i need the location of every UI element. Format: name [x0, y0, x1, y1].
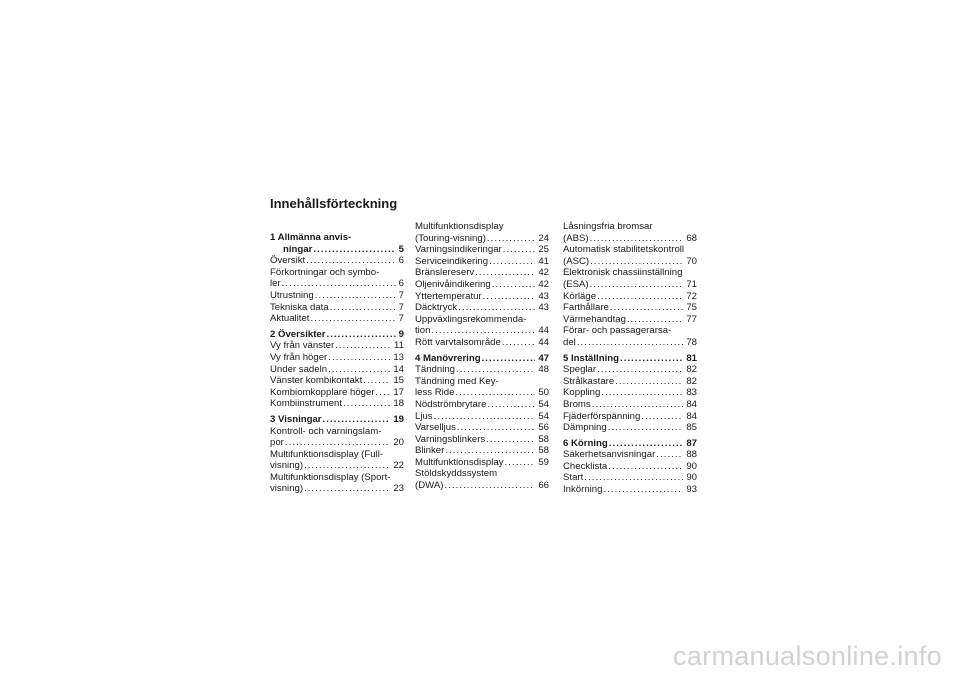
- toc-entry-title: Strålkastare: [563, 375, 615, 387]
- toc-entry-title-line: Låsningsfria bromsar: [563, 221, 653, 232]
- toc-page-number: 93: [686, 484, 697, 496]
- toc-page-number: 9: [398, 328, 404, 340]
- toc-page-number: 7: [398, 301, 404, 313]
- toc-entry-title: por: [270, 437, 284, 449]
- toc-section-heading: [563, 438, 697, 450]
- dot-leader: [584, 472, 683, 484]
- dot-leader: [285, 437, 390, 449]
- dot-leader: [376, 387, 391, 399]
- dot-leader: [455, 387, 535, 399]
- toc-entry: [415, 434, 549, 446]
- toc-entry-title: less Ride: [415, 387, 455, 399]
- toc-entry-title: Varselljus: [415, 422, 456, 434]
- toc-entry-title-line: Automatisk stabilitetskontroll: [563, 244, 685, 256]
- toc-entry: [270, 364, 404, 376]
- dot-leader: [445, 445, 535, 457]
- dot-leader: [590, 279, 684, 291]
- dot-leader: [603, 484, 683, 496]
- toc-page-number: 18: [393, 398, 404, 410]
- toc-entry-title: Koppling: [563, 387, 601, 399]
- toc-page-number: 75: [686, 302, 697, 314]
- toc-entry: [270, 290, 404, 302]
- toc-entry: [415, 337, 549, 349]
- toc-entry-title-line: Elektronisk chassiinställning: [563, 267, 683, 279]
- toc-entry: [415, 364, 549, 376]
- dot-leader: [306, 255, 395, 267]
- toc-entry-title: 4 Manövrering: [415, 352, 481, 364]
- toc-page-number: 19: [393, 413, 404, 425]
- toc-entry-title: Blinker: [415, 445, 445, 457]
- dot-leader: [483, 291, 536, 303]
- dot-leader: [609, 438, 684, 450]
- toc-entry-title-line: Kontroll- och varningslam-: [270, 425, 382, 437]
- toc-entry: [563, 376, 697, 388]
- toc-entry: [270, 255, 404, 267]
- dot-leader: [503, 244, 536, 256]
- toc-page-number: 42: [538, 278, 549, 290]
- dot-leader: [304, 483, 390, 495]
- toc-page-number: 42: [538, 267, 549, 279]
- toc-entry: [270, 472, 404, 495]
- toc-page-number: 81: [686, 352, 697, 364]
- toc-entry-title: (ABS): [563, 232, 589, 244]
- toc-entry: [415, 422, 549, 434]
- toc-entry-title: Serviceindikering: [415, 255, 489, 267]
- toc-entry: [563, 484, 697, 496]
- toc-entry: [270, 302, 404, 314]
- toc-entry: [563, 461, 697, 473]
- toc-page-number: 13: [393, 351, 404, 363]
- toc-entry-title: Multifunktionsdisplay: [415, 456, 504, 468]
- toc-entry-title: tion: [415, 325, 431, 337]
- toc-entry: [563, 411, 697, 423]
- toc-entry: [563, 387, 697, 399]
- toc-entry-title: del: [563, 336, 576, 348]
- toc-entry: [415, 411, 549, 423]
- dot-leader: [458, 302, 535, 314]
- toc-page-number: 56: [538, 422, 549, 434]
- toc-entry-title-line: Multifunktionsdisplay (Full-: [270, 448, 384, 460]
- toc-page-number: 44: [538, 336, 549, 348]
- toc-entry: [415, 457, 549, 469]
- toc-page-number: 83: [686, 387, 697, 399]
- toc-entry: [270, 449, 404, 472]
- toc-page-number: 68: [686, 232, 697, 244]
- toc-page-number: 7: [398, 313, 404, 325]
- dot-leader: [328, 364, 390, 376]
- dot-leader: [328, 352, 390, 364]
- toc-page-number: 58: [538, 433, 549, 445]
- toc-entry: [563, 472, 697, 484]
- dot-leader: [641, 411, 683, 423]
- toc-page-number: 84: [686, 398, 697, 410]
- toc-entry: [563, 399, 697, 411]
- toc-entry-title: (ESA): [563, 278, 589, 290]
- toc-entry-title: Speglar: [563, 364, 597, 376]
- dot-leader: [444, 480, 535, 492]
- dot-leader: [608, 461, 683, 473]
- toc-page-number: 20: [393, 437, 404, 449]
- toc-entry-title: ningar: [283, 243, 313, 255]
- toc-entry: [415, 468, 549, 491]
- toc-entry: [563, 314, 697, 326]
- dot-leader: [577, 337, 684, 349]
- toc-entry-title-line: 1 Allmänna anvis-: [270, 232, 352, 243]
- toc-page-number: 50: [538, 387, 549, 399]
- toc-entry: [563, 422, 697, 434]
- toc-entry-title: Dämpning: [563, 422, 607, 434]
- dot-leader: [505, 457, 536, 469]
- toc-entry-title: Varningsindikeringar: [415, 244, 502, 256]
- toc-entry: [563, 325, 697, 348]
- toc-entry-title: Vy från vänster: [270, 340, 335, 352]
- toc-page-number: 43: [538, 302, 549, 314]
- toc-entry-title: Start: [563, 472, 584, 484]
- toc-entry: [415, 267, 549, 279]
- toc-entry-title: 6 Körning: [563, 437, 608, 449]
- toc-entry-title: (DWA): [415, 480, 444, 492]
- toc-entry-title-line: Multifunktionsdisplay: [415, 221, 504, 232]
- toc-page-number: 87: [686, 437, 697, 449]
- dot-leader: [502, 337, 535, 349]
- toc-entry-title: Kombiinstrument: [270, 398, 342, 410]
- dot-leader: [620, 353, 683, 365]
- toc-entry: [270, 267, 404, 290]
- watermark-text[interactable]: carmanualsonline.info: [673, 641, 942, 671]
- dot-leader: [592, 399, 684, 411]
- dot-leader: [456, 364, 535, 376]
- toc-column-3: [563, 221, 697, 496]
- toc-entry: [415, 279, 549, 291]
- toc-entry: [270, 340, 404, 352]
- toc-page-number: 7: [398, 289, 404, 301]
- toc-column-2: [415, 221, 549, 492]
- toc-entry-title: Bränslereserv: [415, 267, 475, 279]
- toc-entry-title: Översikt: [270, 255, 306, 267]
- toc-entry-title-line: Stöldskyddssystem: [415, 468, 498, 480]
- toc-entry: [415, 399, 549, 411]
- toc-entry-title: Fjäderförspänning: [563, 410, 641, 422]
- toc-page-number: 47: [538, 352, 549, 364]
- dot-leader: [310, 313, 395, 325]
- toc-entry-title-line: Tändning med Key-: [415, 375, 499, 387]
- toc-page-number: 44: [538, 325, 549, 337]
- toc-entry-title-line: Förkortningar och symbo-: [270, 266, 380, 278]
- toc-column-1: [270, 232, 404, 495]
- toc-entry-title: Kombiomkopplare höger: [270, 386, 375, 398]
- dot-leader: [457, 422, 535, 434]
- dot-leader: [482, 353, 536, 365]
- dot-leader: [597, 364, 683, 376]
- toc-entry-title: Utrustning: [270, 289, 314, 301]
- dot-leader: [627, 314, 683, 326]
- toc-entry: [270, 352, 404, 364]
- toc-page-number: 66: [538, 480, 549, 492]
- toc-section-heading: [270, 232, 404, 255]
- toc-entry-title: Körläge: [563, 290, 597, 302]
- toc-page-number: 5: [398, 243, 404, 255]
- dot-leader: [615, 376, 683, 388]
- toc-entry-title: Yttertemperatur: [415, 290, 482, 302]
- toc-page-number: 82: [686, 375, 697, 387]
- dot-leader: [330, 302, 396, 314]
- dot-leader: [282, 278, 396, 290]
- toc-entry: [415, 244, 549, 256]
- dot-leader: [313, 244, 395, 256]
- toc-entry-title: Rött varvtalsområde: [415, 336, 501, 348]
- toc-page-number: 71: [686, 278, 697, 290]
- toc-entry-title: Ljus: [415, 410, 433, 422]
- dot-leader: [326, 329, 395, 341]
- toc-entry-title: Däcktryck: [415, 302, 458, 314]
- dot-leader: [434, 411, 536, 423]
- toc-page-number: 90: [686, 472, 697, 484]
- toc-page-number: 82: [686, 364, 697, 376]
- toc-entry-title: Under sadeln: [270, 363, 328, 375]
- dot-leader: [492, 279, 536, 291]
- toc-entry-title: visning): [270, 483, 304, 495]
- toc-entry-title-line: Multifunktionsdisplay (Sport-: [270, 471, 391, 483]
- toc-entry-title-line: Uppväxlingsrekommenda-: [415, 313, 527, 325]
- toc-page-number: 48: [538, 364, 549, 376]
- toc-section-heading: [270, 414, 404, 426]
- toc-page-number: 59: [538, 456, 549, 468]
- toc-page-number: 6: [398, 255, 404, 267]
- dot-leader: [323, 414, 391, 426]
- toc-page-number: 22: [393, 460, 404, 472]
- dot-leader: [590, 256, 683, 268]
- toc-page-number: 54: [538, 410, 549, 422]
- toc-entry-title: Tändning: [415, 364, 456, 376]
- toc-entry: [415, 302, 549, 314]
- dot-leader: [489, 256, 535, 268]
- toc-entry: [415, 291, 549, 303]
- toc-entry: [415, 256, 549, 268]
- toc-entry-title: 2 Översikter: [270, 328, 326, 340]
- toc-page-number: 11: [394, 340, 404, 352]
- page-title: Innehållsförteckning: [270, 196, 398, 211]
- toc-entry-title: Aktualitet: [270, 313, 310, 325]
- toc-entry: [563, 449, 697, 461]
- toc-page-number: 77: [686, 313, 697, 325]
- toc-entry: [415, 376, 549, 399]
- toc-entry: [563, 267, 697, 290]
- toc-entry: [270, 398, 404, 410]
- toc-entry-title: Tekniska data: [270, 301, 329, 313]
- toc-entry-title: Checklista: [563, 460, 608, 472]
- dot-leader: [487, 233, 535, 245]
- toc-page-number: 23: [393, 483, 404, 495]
- toc-section-heading: [270, 329, 404, 341]
- toc-entry-title: (ASC): [563, 255, 590, 267]
- dot-leader: [475, 267, 535, 279]
- toc-entry-title: visning): [270, 460, 304, 472]
- toc-entry: [563, 244, 697, 267]
- dot-leader: [343, 398, 390, 410]
- toc-page-number: 15: [393, 375, 404, 387]
- toc-entry-title: Farthållare: [563, 302, 609, 314]
- toc-page-number: 24: [538, 232, 549, 244]
- toc-entry: [415, 445, 549, 457]
- toc-entry: [563, 302, 697, 314]
- toc-page-number: 43: [538, 290, 549, 302]
- dot-leader: [486, 434, 535, 446]
- toc-page-number: 54: [538, 398, 549, 410]
- toc-entry-title: ler: [270, 278, 281, 290]
- dot-leader: [656, 449, 683, 461]
- toc-page-number: 25: [538, 244, 549, 256]
- toc-page-number: 84: [686, 410, 697, 422]
- toc-entry: [270, 426, 404, 449]
- dot-leader: [608, 422, 684, 434]
- toc-section-heading: [563, 353, 697, 365]
- dot-leader: [487, 399, 535, 411]
- toc-entry-title: Inkörning: [563, 484, 603, 496]
- toc-page-number: 58: [538, 445, 549, 457]
- toc-entry-title: Vänster kombikontakt: [270, 375, 363, 387]
- toc-entry-title: Vy från höger: [270, 351, 328, 363]
- toc-page-number: 70: [686, 255, 697, 267]
- toc-page-number: 72: [686, 290, 697, 302]
- toc-entry-title: (Touring-visning): [415, 232, 486, 244]
- toc-entry: [563, 291, 697, 303]
- dot-leader: [610, 302, 683, 314]
- dot-leader: [431, 325, 535, 337]
- toc-page-number: 17: [393, 386, 404, 398]
- toc-page-number: 90: [686, 460, 697, 472]
- toc-entry: [270, 387, 404, 399]
- toc-page-number: 85: [686, 422, 697, 434]
- toc-entry: [270, 313, 404, 325]
- toc-page-number: 88: [686, 449, 697, 461]
- toc-entry-title: Säkerhetsanvisningar: [563, 449, 656, 461]
- toc-section-heading: [415, 353, 549, 365]
- toc-page-number: 6: [398, 278, 404, 290]
- dot-leader: [363, 375, 390, 387]
- toc-entry: [415, 314, 549, 337]
- toc-entry: [270, 375, 404, 387]
- toc-page-number: 41: [538, 255, 549, 267]
- dot-leader: [335, 340, 391, 352]
- toc-entry-title-line: Förar- och passagerarsa-: [563, 325, 672, 337]
- dot-leader: [304, 460, 390, 472]
- dot-leader: [590, 233, 684, 245]
- dot-leader: [601, 387, 683, 399]
- toc-page-number: 78: [686, 336, 697, 348]
- toc-entry-title: Varningsblinkers: [415, 433, 486, 445]
- toc-page-number: 14: [393, 363, 404, 375]
- toc-entry-title: 3 Visningar: [270, 413, 322, 425]
- toc-entry-title: Värmehandtag: [563, 313, 626, 325]
- toc-entry: [563, 364, 697, 376]
- toc-entry-title: Nödströmbrytare: [415, 398, 487, 410]
- dot-leader: [597, 291, 683, 303]
- dot-leader: [315, 290, 396, 302]
- toc-entry-title: Broms: [563, 398, 591, 410]
- toc-entry: [415, 221, 549, 244]
- toc-entry: [563, 221, 697, 244]
- toc-entry-title: Oljenivåindikering: [415, 278, 491, 290]
- toc-entry-title: 5 Inställning: [563, 352, 619, 364]
